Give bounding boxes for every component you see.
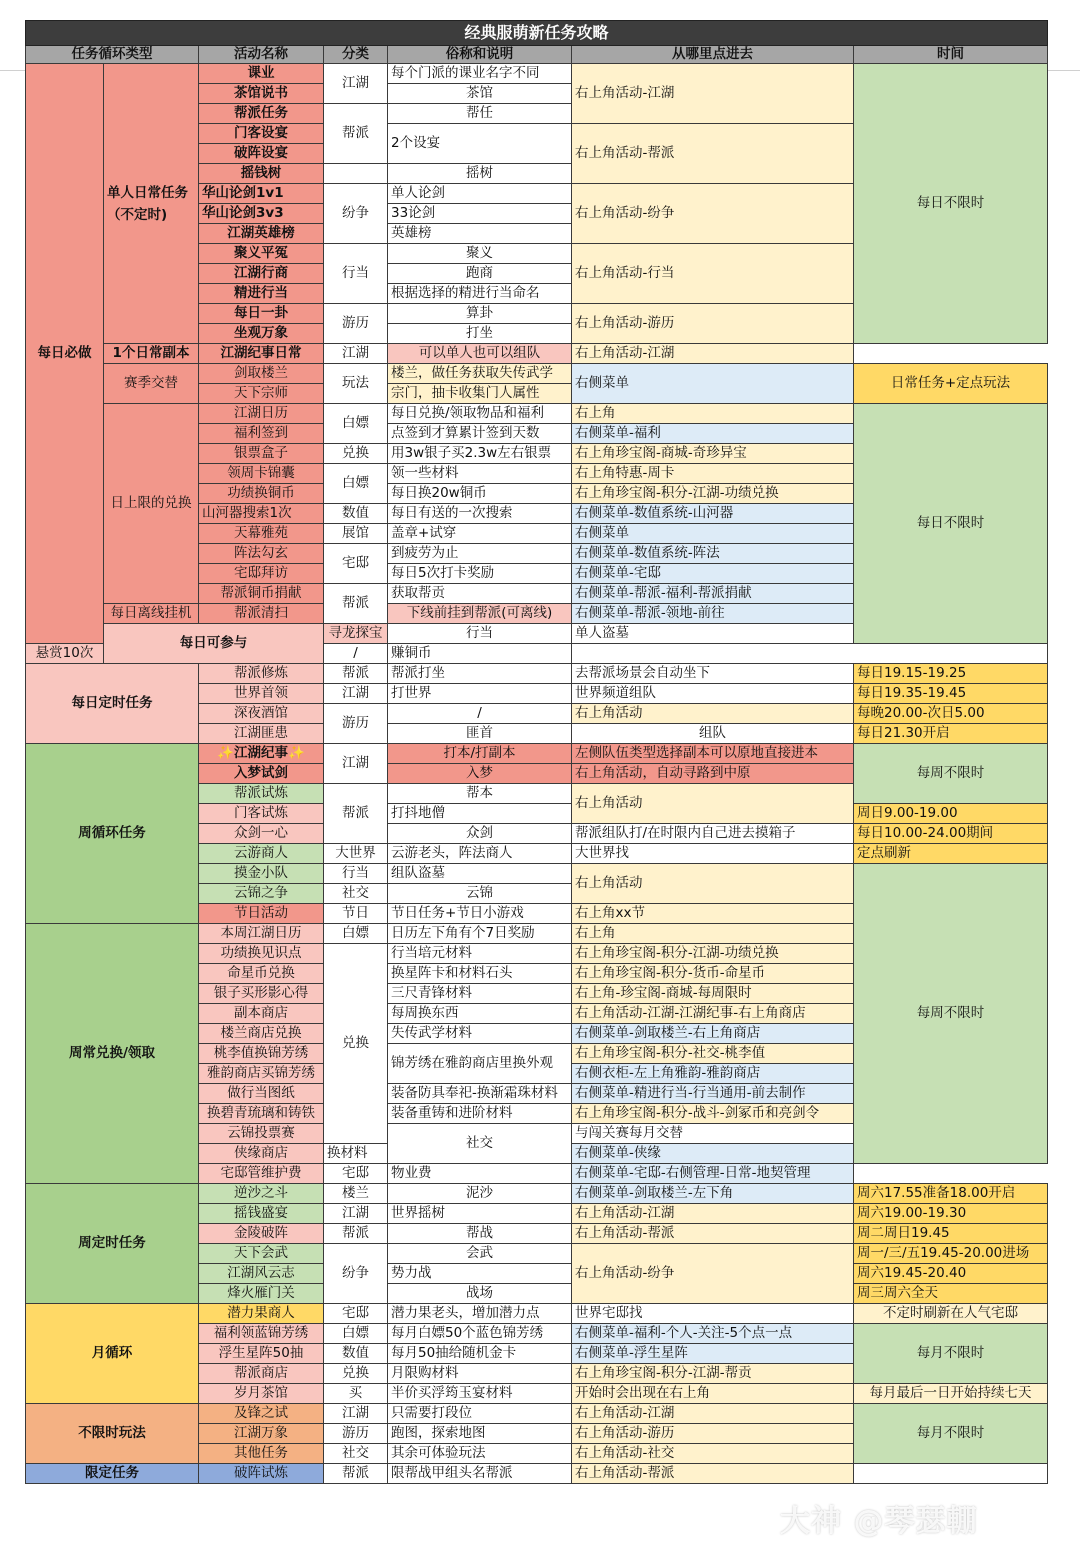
table-cell: 换星阵卡和材料石头 (388, 964, 572, 984)
table-cell: 节日任务+节日小游戏 (388, 904, 572, 924)
table-cell: 每晚20.00-次日5.00 (854, 704, 1048, 724)
table-cell: 日上限的兑换 (104, 404, 199, 604)
table-cell: 右侧菜单-福利-个人-关注-5个点一点 (572, 1324, 854, 1344)
table-cell: 帮派铜币捐献 (199, 584, 324, 604)
table-title: 经典服萌新任务攻略 (26, 21, 1048, 46)
table-cell: 右侧菜单-宅邸 (572, 564, 854, 584)
table-cell: 行当培元材料 (388, 944, 572, 964)
table-cell: 匪首 (388, 724, 572, 744)
table-cell: 战场 (388, 1284, 572, 1304)
table-cell: 右上角活动-江湖-江湖纪事-右上角商店 (572, 1004, 854, 1024)
table-cell: 日常任务+定点玩法 (854, 364, 1048, 404)
table-cell: 天幕雅苑 (199, 524, 324, 544)
table-cell: 每月不限时 (854, 1324, 1048, 1384)
table-cell: 右上角活动-帮派 (572, 124, 854, 184)
table-cell: 三尺青锋材料 (388, 984, 572, 1004)
table-cell: 打抖地僧 (388, 804, 572, 824)
table-cell: 江湖 (324, 684, 388, 704)
table-cell: 右侧菜单-帮派-福利-帮派捐献 (572, 584, 854, 604)
table-cell: 右上角活动-江湖 (572, 344, 854, 364)
table-cell: 功绩换铜币 (199, 484, 324, 504)
table-cell: 帮战 (388, 1224, 572, 1244)
table-cell: 右上角 (572, 404, 854, 424)
table-cell: 右侧菜单-剑取楼兰-左下角 (572, 1184, 854, 1204)
table-cell: 周二周日19.45 (854, 1224, 1048, 1244)
table-cell: 右侧菜单-侠缘 (572, 1144, 854, 1164)
table-cell: 单人盗墓 (572, 624, 854, 644)
table-cell: 世界摇树 (388, 1204, 572, 1224)
table-cell: 天下宗师 (199, 384, 324, 404)
table-cell: 茶馆说书 (199, 84, 324, 104)
table-cell: 右上角珍宝阁-积分-江湖-功绩兑换 (572, 944, 854, 964)
table-cell: 江湖纪事日常 (199, 344, 324, 364)
table-cell: 物业费 (388, 1164, 572, 1184)
table-cell: 可以单人也可以组队 (388, 344, 572, 364)
table-cell: 展馆 (324, 524, 388, 544)
table-cell: 右侧菜单-帮派-领地-前往 (572, 604, 854, 624)
table-cell: 破阵设宴 (199, 144, 324, 164)
table-cell: 华山论剑3v3 (199, 204, 324, 224)
table-cell: 帮派清扫 (199, 604, 324, 624)
table-cell: 世界频道组队 (572, 684, 854, 704)
table-cell: 白嫖 (324, 404, 388, 444)
table-cell: 单人日常任务（不定时) (104, 64, 199, 344)
table-cell: 只需要打段位 (388, 1404, 572, 1424)
table-cell: / (324, 644, 388, 664)
table-cell: 宅邸 (324, 544, 388, 584)
table-cell: 周三周六全天 (854, 1284, 1048, 1304)
table-cell: 半价买浮筠玉宴材料 (388, 1384, 572, 1404)
table-cell: 右上角珍宝阁-积分-战斗-剑冢币和亮剑令 (572, 1104, 854, 1124)
table-cell: 本周江湖日历 (199, 924, 324, 944)
table-cell: 悬赏10次 (26, 644, 104, 664)
table-cell: 右上角活动-游历 (572, 1424, 854, 1444)
header-category: 分类 (324, 46, 388, 64)
table-cell: 云游老头，阵法商人 (388, 844, 572, 864)
table-cell: 赚铜币 (388, 644, 572, 664)
table-cell: 破阵试炼 (199, 1464, 324, 1484)
table-cell: 云游商人 (199, 844, 324, 864)
table-cell: 帮派打坐 (388, 664, 572, 684)
table-cell: 右上角活动-江湖 (572, 1204, 854, 1224)
table-cell: 兑换 (324, 1364, 388, 1384)
table-cell: 阵法勾玄 (199, 544, 324, 564)
table-cell: 左侧队伍类型选择副本可以原地直接进本 (572, 744, 854, 764)
table-cell: 兑换 (324, 944, 388, 1144)
table-cell: 逆沙之斗 (199, 1184, 324, 1204)
header-nickname-desc: 俗称和说明 (388, 46, 572, 64)
table-cell: 英雄榜 (388, 224, 572, 244)
table-cell: 江湖匪患 (199, 724, 324, 744)
table-cell: 买 (324, 1384, 388, 1404)
table-cell: 右侧菜单-福利 (572, 424, 854, 444)
table-cell: 社交 (324, 884, 388, 904)
header-cycle-type: 任务循环类型 (26, 46, 199, 64)
table-cell: 深夜酒馆 (199, 704, 324, 724)
table-cell: 入梦 (388, 764, 572, 784)
table-cell: 领一些材料 (388, 464, 572, 484)
table-cell: 江湖 (324, 1204, 388, 1224)
table-cell: 数值 (324, 504, 388, 524)
table-cell: 右上角珍宝阁-积分-江湖-帮贡 (572, 1364, 854, 1384)
table-cell: 换材料 (324, 1144, 388, 1164)
table-cell: 桃李值换锦芳绣 (199, 1044, 324, 1064)
table-cell: 天下会武 (199, 1244, 324, 1264)
table-cell: 右侧菜单-数值系统-山河器 (572, 504, 854, 524)
title-row (26, 21, 1048, 46)
table-cell: 其他任务 (199, 1444, 324, 1464)
table-cell: 雅韵商店买锦芳绣 (199, 1064, 324, 1084)
table-cell: 右上角珍宝阁-积分-江湖-功绩兑换 (572, 484, 854, 504)
table-cell: 每日不限时 (854, 404, 1048, 644)
table-cell: 山河器搜索1次 (199, 504, 324, 524)
table-cell: 右上角 (572, 924, 854, 944)
table-cell: 云锦之争 (199, 884, 324, 904)
table-cell: 浮生星阵50抽 (199, 1344, 324, 1364)
table-cell: 失传武学材料 (388, 1024, 572, 1044)
table-cell: 福利签到 (199, 424, 324, 444)
table-cell: 行当 (324, 244, 388, 304)
table-cell: 帮派 (324, 1224, 388, 1244)
table-cell: 命星币兑换 (199, 964, 324, 984)
table-cell: 每日19.35-19.45 (854, 684, 1048, 704)
table-cell: 社交 (324, 1444, 388, 1464)
table-cell: 聚义平冤 (199, 244, 324, 264)
table-cell: 摸金小队 (199, 864, 324, 884)
table-cell: 每日兑换/领取物品和福利 (388, 404, 572, 424)
table-cell: 周一/三/五19.45-20.00进场 (854, 1244, 1048, 1264)
table-cell: 云锦投票赛 (199, 1124, 324, 1144)
table-cell: 侠缘商店 (199, 1144, 324, 1164)
table-cell: 每日可参与 (104, 624, 324, 664)
table-cell: 打本/打副本 (388, 744, 572, 764)
table-cell: 金陵破阵 (199, 1224, 324, 1244)
table-cell: 右上角珍宝阁-积分-货币-命星币 (572, 964, 854, 984)
table-cell: 江湖 (324, 344, 388, 364)
table-cell: 烽火雁门关 (199, 1284, 324, 1304)
table-cell: 限帮战甲组头名帮派 (388, 1464, 572, 1484)
table-row (26, 404, 1048, 424)
table-cell: 去帮派场景会自动坐下 (572, 664, 854, 684)
table-cell: 节日活动 (199, 904, 324, 924)
table-cell: 势力战 (388, 1264, 572, 1284)
table-cell: 帮派 (324, 664, 388, 684)
table-cell: 单人论剑 (388, 184, 572, 204)
table-cell: 福利领蓝锦芳绣 (199, 1324, 324, 1344)
table-cell: 不限时玩法 (26, 1404, 199, 1464)
table-cell: 精进行当 (199, 284, 324, 304)
spreadsheet (25, 20, 1047, 1484)
table-row (26, 744, 1048, 764)
table-cell: 潜力果老头，增加潜力点 (388, 1304, 572, 1324)
table-cell: 装备防具奉祀-换渐霜珠材料 (388, 1084, 572, 1104)
table-cell: 每周不限时 (854, 744, 1048, 804)
table-row (26, 344, 1048, 364)
table-cell: 跑图，探索地图 (388, 1424, 572, 1444)
table-cell: 赛季交替 (104, 364, 199, 404)
table-cell: 银子买形影心得 (199, 984, 324, 1004)
table-cell: 江湖行商 (199, 264, 324, 284)
table-cell: 右上角活动 (572, 784, 854, 824)
table-cell: 右侧菜单-数值系统-阵法 (572, 544, 854, 564)
table-cell: 右侧菜单-剑取楼兰-右上角商店 (572, 1024, 854, 1044)
table-cell: 帮派试炼 (199, 784, 324, 804)
table-cell: 每日离线挂机 (104, 604, 199, 624)
table-cell: 泥沙 (388, 1184, 572, 1204)
table-cell: 课业 (199, 64, 324, 84)
table-cell: 宅邸管维护费 (199, 1164, 324, 1184)
table-cell: 周日9.00-19.00 (854, 804, 1048, 824)
table-cell: 右上角活动，自动寻路到中原 (572, 764, 854, 784)
table-cell: 剑取楼兰 (199, 364, 324, 384)
table-cell: 每周不限时 (854, 864, 1048, 1164)
table-cell: 游历 (324, 704, 388, 744)
table-cell: 宅邸拜访 (199, 564, 324, 584)
table-cell: 右上角xx节 (572, 904, 854, 924)
table-cell: 每月白嫖50个蓝色锦芳绣 (388, 1324, 572, 1344)
table-cell: 江湖万象 (199, 1424, 324, 1444)
table-cell: 右侧菜单 (572, 364, 854, 404)
table-row (26, 1304, 1048, 1324)
header-time: 时间 (854, 46, 1048, 64)
table-cell: 纷争 (324, 1244, 388, 1304)
table-cell: 每日21.30开启 (854, 724, 1048, 744)
table-cell: 每日定时任务 (26, 664, 199, 744)
table-cell: 游历 (324, 304, 388, 344)
table-cell: 江湖 (324, 1404, 388, 1424)
table-cell: 兑换 (324, 444, 388, 464)
table-cell: 限定任务 (26, 1464, 199, 1484)
table-cell: 帮任 (388, 104, 572, 124)
table-cell: 右上角活动 (572, 704, 854, 724)
table-cell: 右侧菜单-精进行当-行当通用-前去制作 (572, 1084, 854, 1104)
table-cell: 每月50抽给随机金卡 (388, 1344, 572, 1364)
table-cell: 江湖风云志 (199, 1264, 324, 1284)
table-cell: 数值 (324, 1344, 388, 1364)
table-cell: 周常兑换/领取 (26, 924, 199, 1184)
table-cell: 副本商店 (199, 1004, 324, 1024)
table-row (26, 364, 1048, 384)
table-cell: 帮派修炼 (199, 664, 324, 684)
table-cell: 白嫖 (324, 464, 388, 504)
table-cell: 楼兰商店兑换 (199, 1024, 324, 1044)
table-cell: 每日换20w铜币 (388, 484, 572, 504)
table-cell: 右上角活动-行当 (572, 244, 854, 304)
table-cell: 装备重铸和进阶材料 (388, 1104, 572, 1124)
table-cell: 点签到才算累计签到天数 (388, 424, 572, 444)
table-cell: 用3w银子买2.3w左右银票 (388, 444, 572, 464)
table-cell: 定点刷新 (854, 844, 1048, 864)
table-cell: 周六19.00-19.30 (854, 1204, 1048, 1224)
table-cell: 江湖日历 (199, 404, 324, 424)
table-cell: 1个日常副本 (104, 344, 199, 364)
table-cell: 组队盗墓 (388, 864, 572, 884)
table-cell: 其余可体验玩法 (388, 1444, 572, 1464)
table-cell: 周六19.45-20.40 (854, 1264, 1048, 1284)
table-cell: 世界首领 (199, 684, 324, 704)
table-cell: 行当 (388, 624, 572, 644)
table-cell: 门客试炼 (199, 804, 324, 824)
table-cell: 每日不限时 (854, 64, 1048, 344)
table-cell: 换碧青琉璃和铸铁 (199, 1104, 324, 1124)
table-cell: 不定时刷新在人气宅邸 (854, 1304, 1048, 1324)
table-cell: 白嫖 (324, 924, 388, 944)
table-cell: 潜力果商人 (199, 1304, 324, 1324)
table-cell: ✨江湖纪事✨ (199, 744, 324, 764)
guide-table (25, 20, 1048, 1484)
table-cell: 每周换东西 (388, 1004, 572, 1024)
table-cell: 门客设宴 (199, 124, 324, 144)
table-cell: 右上角活动 (572, 864, 854, 904)
table-row (26, 664, 1048, 684)
table-cell: 众剑一心 (199, 824, 324, 844)
table-cell: 月循环 (26, 1304, 199, 1404)
table-cell: 领周卡锦囊 (199, 464, 324, 484)
table-row (26, 64, 1048, 84)
table-cell: 帮本 (388, 784, 572, 804)
table-cell: 右上角珍宝阁-商城-奇珍异宝 (572, 444, 854, 464)
header-activity-name: 活动名称 (199, 46, 324, 64)
table-cell: 游历 (324, 1424, 388, 1444)
table-cell: 右上角活动-帮派 (572, 1224, 854, 1244)
table-cell: 摇钱盛宴 (199, 1204, 324, 1224)
table-cell: 每日10.00-24.00期间 (854, 824, 1048, 844)
table-cell: 周循环任务 (26, 744, 199, 924)
table-cell: 帮派任务 (199, 104, 324, 124)
table-cell: 帮派组队打/在时限内自己进去摸箱子 (572, 824, 854, 844)
table-row (26, 1184, 1048, 1204)
table-cell: 入梦试剑 (199, 764, 324, 784)
table-cell: 宗门，抽卡收集门人属性 (388, 384, 572, 404)
table-cell: 开始时会出现在右上角 (572, 1384, 854, 1404)
table-cell: 每日必做 (26, 64, 104, 644)
table-cell: 纷争 (324, 184, 388, 244)
table-cell: 每月不限时 (854, 1404, 1048, 1464)
table-cell: 云锦 (388, 884, 572, 904)
table-cell: 帮派 (324, 104, 388, 164)
table-cell: 日历左下角有个7日奖励 (388, 924, 572, 944)
table-cell: 楼兰 (324, 1184, 388, 1204)
table-cell: 坐观万象 (199, 324, 324, 344)
table-cell: 右上角活动-纷争 (572, 1244, 854, 1304)
table-cell: 聚义 (388, 244, 572, 264)
table-cell: 帮派 (324, 584, 388, 624)
table-cell: 打坐 (388, 324, 572, 344)
table-cell: 摇钱树 (199, 164, 324, 184)
table-cell: 华山论剑1v1 (199, 184, 324, 204)
table-cell: 每日有送的一次搜索 (388, 504, 572, 524)
table-cell: 每个门派的课业名字不同 (388, 64, 572, 84)
table-cell: 右上角活动-纷争 (572, 184, 854, 244)
table-cell: 右侧菜单-宅邸-右侧管理-日常-地契管理 (572, 1164, 854, 1184)
table-cell (324, 164, 388, 184)
table-cell: 盖章+试穿 (388, 524, 572, 544)
table-cell: 组队 (572, 724, 854, 744)
table-cell: 右上角-珍宝阁-商城-每周限时 (572, 984, 854, 1004)
header-entry-path: 从哪里点进去 (572, 46, 854, 64)
table-row (26, 1464, 1048, 1484)
table-cell: 大世界找 (572, 844, 854, 864)
table-cell: 右上角活动-社交 (572, 1444, 854, 1464)
table-cell: 2个设宴 (388, 124, 572, 164)
table-cell: 算卦 (388, 304, 572, 324)
table-cell: 每日19.15-19.25 (854, 664, 1048, 684)
table-cell: 白嫖 (324, 1324, 388, 1344)
table-cell: 功绩换见识点 (199, 944, 324, 964)
table-cell: 及锋之试 (199, 1404, 324, 1424)
table-cell: 行当 (324, 864, 388, 884)
table-cell: 右上角珍宝阁-积分-社交-桃李值 (572, 1044, 854, 1064)
table-cell: 江湖 (324, 64, 388, 104)
table-cell: 每月最后一日开始持续七天 (854, 1384, 1048, 1404)
table-cell: 跑商 (388, 264, 572, 284)
table-cell: 右上角活动-游历 (572, 304, 854, 344)
table-cell: 宅邸 (324, 1164, 388, 1184)
table-cell: 众剑 (388, 824, 572, 844)
table-cell: 玩法 (324, 364, 388, 404)
table-row (26, 1404, 1048, 1424)
table-cell: 周定时任务 (26, 1184, 199, 1304)
table-cell: 社交 (388, 1124, 572, 1164)
table-cell: 世界宅邸找 (572, 1304, 854, 1324)
table-cell: 会武 (388, 1244, 572, 1264)
table-cell: 下线前挂到帮派(可离线) (388, 604, 572, 624)
table-cell: 帮派商店 (199, 1364, 324, 1384)
table-cell: 每日5次打卡奖励 (388, 564, 572, 584)
table-cell: 大世界 (324, 844, 388, 864)
table-cell: 江湖 (324, 744, 388, 784)
header-row (26, 46, 1048, 64)
table-cell: 右上角活动-江湖 (572, 64, 854, 124)
table-cell: 周六17.55准备18.00开启 (854, 1184, 1048, 1204)
table-cell: / (388, 704, 572, 724)
table-cell: 右侧菜单-浮生星阵 (572, 1344, 854, 1364)
table-cell: 根据选择的精进行当命名 (388, 284, 572, 304)
table-cell: 江湖英雄榜 (199, 224, 324, 244)
watermark: 大神 @琴瑟輣 (780, 1504, 978, 1539)
table-cell: 右上角特惠-周卡 (572, 464, 854, 484)
table-cell: 每日一卦 (199, 304, 324, 324)
table-cell: 右上角活动-帮派 (572, 1464, 854, 1484)
table-cell: 做行当图纸 (199, 1084, 324, 1104)
table-cell: 到疲劳为止 (388, 544, 572, 564)
table-cell: 获取帮贡 (388, 584, 572, 604)
table-cell: 右侧菜单 (572, 524, 854, 544)
table-cell: 帮派 (324, 1464, 388, 1484)
table-cell: 帮派 (324, 784, 388, 844)
table-cell: 右侧衣柜-左上角雅韵-雅韵商店 (572, 1064, 854, 1084)
table-cell: 寻龙探宝 (324, 624, 388, 644)
table-cell: 宅邸 (324, 1304, 388, 1324)
table-cell: 打世界 (388, 684, 572, 704)
table-cell: 摇树 (388, 164, 572, 184)
table-cell (854, 1464, 1048, 1484)
table-cell: 33论剑 (388, 204, 572, 224)
table-cell: 右上角活动-江湖 (572, 1404, 854, 1424)
table-cell: 月限购材料 (388, 1364, 572, 1384)
table-cell: 节日 (324, 904, 388, 924)
table-cell: 茶馆 (388, 84, 572, 104)
table-cell: 岁月茶馆 (199, 1384, 324, 1404)
table-cell: 银票盒子 (199, 444, 324, 464)
table-cell: 与闯关赛每月交替 (572, 1124, 854, 1144)
table-cell: 楼兰，做任务获取失传武学 (388, 364, 572, 384)
table-cell: 锦芳绣在雅韵商店里换外观 (388, 1044, 572, 1084)
